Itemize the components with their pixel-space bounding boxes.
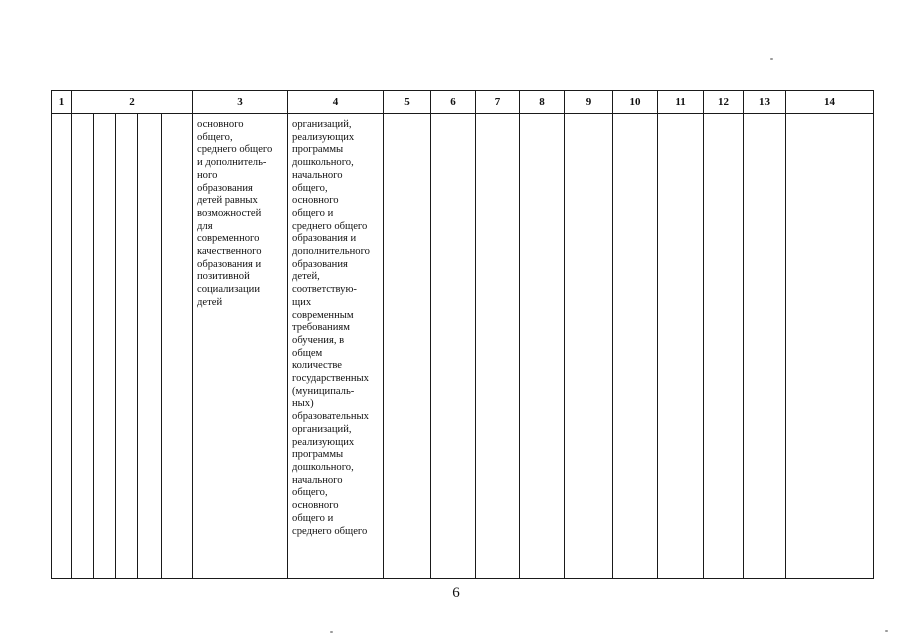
header-cell-8: 8 — [520, 91, 565, 114]
header-cell-4: 4 — [288, 91, 384, 114]
body-cell-col6 — [431, 114, 476, 579]
body-cell-col4 — [288, 114, 384, 579]
body-cell-col1 — [52, 114, 72, 579]
body-cell-col7 — [476, 114, 520, 579]
header-cell-9: 9 — [565, 91, 613, 114]
body-cell-col9 — [565, 114, 613, 579]
body-cell-col13 — [744, 114, 786, 579]
header-cell-3: 3 — [193, 91, 288, 114]
body-subcell-col2-c — [116, 114, 138, 579]
body-cell-col14 — [786, 114, 874, 579]
body-cell-col3 — [193, 114, 288, 579]
body-cell-col8 — [520, 114, 565, 579]
body-cell-col12 — [704, 114, 744, 579]
body-subcell-col2-d — [138, 114, 162, 579]
body-cell-col11 — [658, 114, 704, 579]
scan-speck — [770, 58, 773, 60]
header-cell-13: 13 — [744, 91, 786, 114]
body-cell-col5 — [384, 114, 431, 579]
header-cell-14: 14 — [786, 91, 874, 114]
page-number: 6 — [452, 585, 460, 601]
header-cell-1: 1 — [52, 91, 72, 114]
header-cell-12: 12 — [704, 91, 744, 114]
indicator-table — [51, 90, 874, 579]
header-cell-2: 2 — [72, 91, 193, 114]
scan-speck — [885, 630, 888, 632]
body-subcell-col2-e — [162, 114, 193, 579]
table-row — [52, 114, 874, 579]
body-cell-col10 — [613, 114, 658, 579]
header-row — [52, 91, 874, 114]
column4-text: организаций, реализующих программы дошкольного, начального общего, основного общего и среднего общего образования и дополнительного образования детей, соответствую- щих современным требованиям обучения, в общем количестве государственных (муниципаль- ных) образовательных организаций, реализующих программы дошкольного, начального общего, основного общего и среднего общего — [292, 119, 370, 537]
header-cell-6: 6 — [431, 91, 476, 114]
body-subcell-col2-b — [94, 114, 116, 579]
header-cell-11: 11 — [658, 91, 704, 114]
column3-text: основного общего, среднего общего и дополнитель- ного образования детей равных возможностей для современного качественного образования и позитивной социализации детей — [197, 119, 273, 308]
body-subcell-col2-a — [72, 114, 94, 579]
header-cell-7: 7 — [476, 91, 520, 114]
header-cell-5: 5 — [384, 91, 431, 114]
header-cell-10: 10 — [613, 91, 658, 114]
scan-speck — [330, 631, 333, 633]
